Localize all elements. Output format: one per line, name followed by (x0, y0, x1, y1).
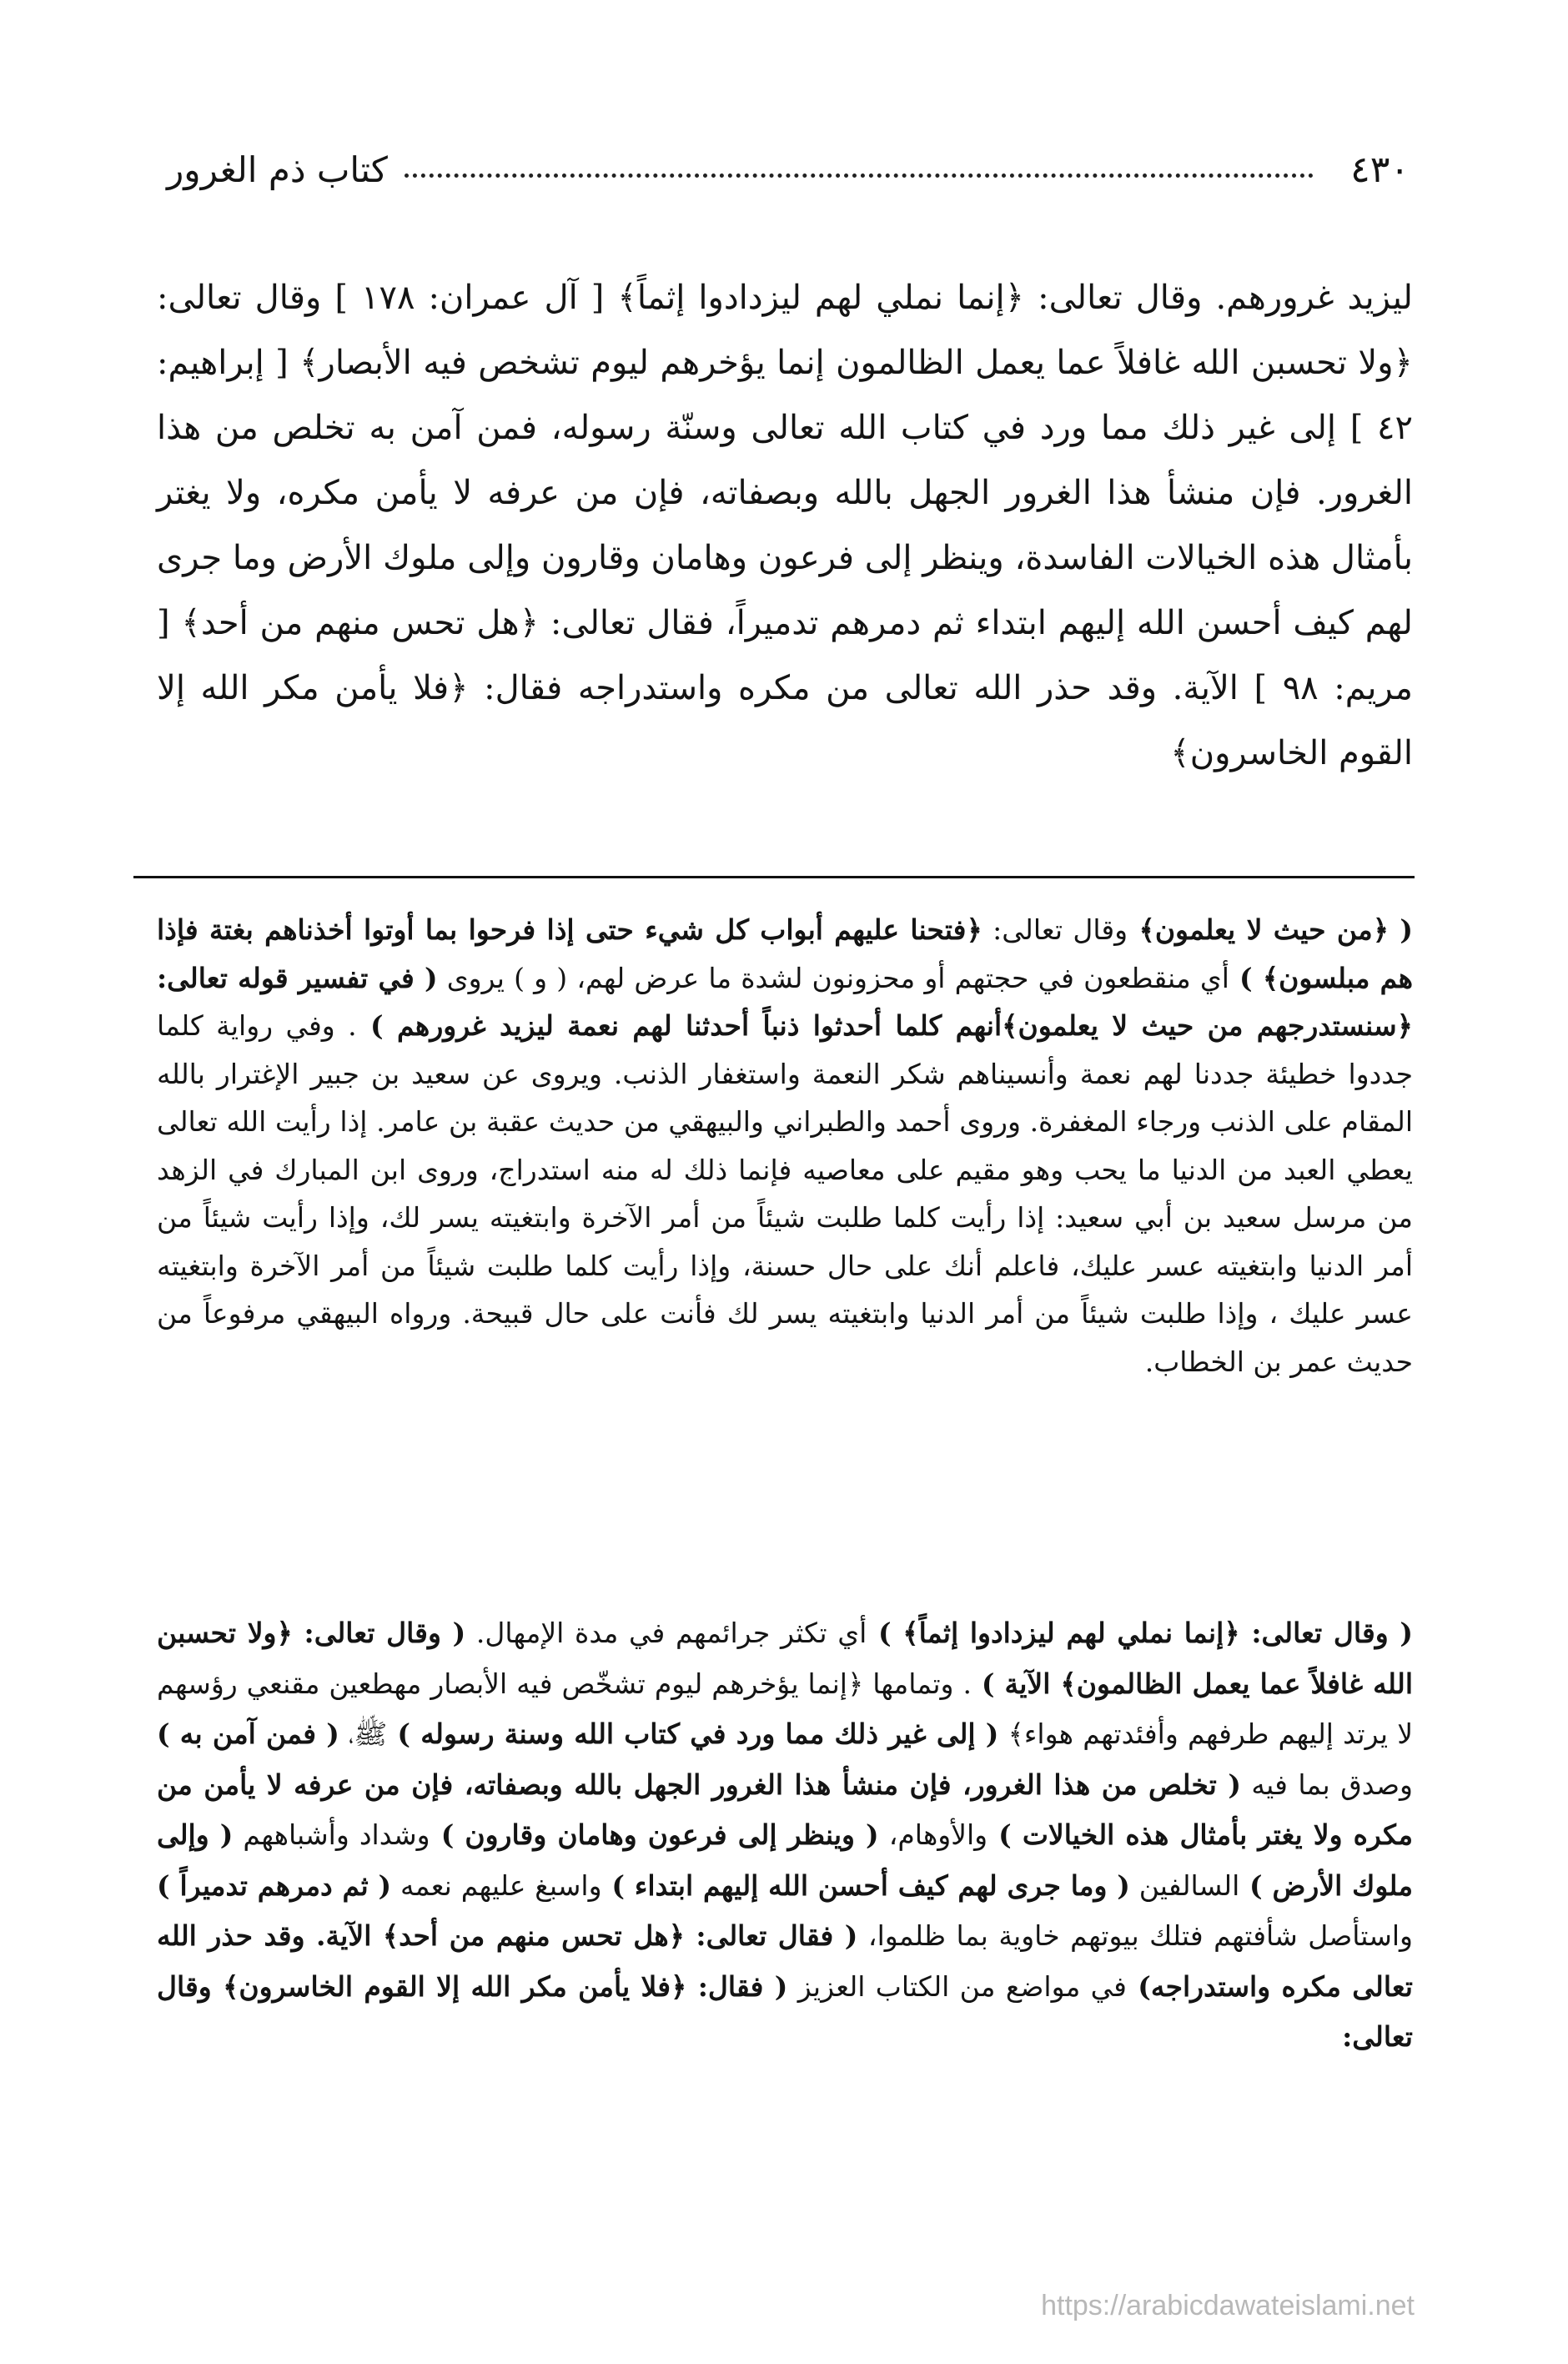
commentary-segment: . وتمامها ﴿إنما يؤخرهم ليوم تشخّص فيه الأبصار مهطعين مقنعي رؤسهم لا يرتد إليهم طرفهم وأفئدتهم هواء﴾ (157, 1667, 1414, 1750)
commentary-segment: . وفي رواية كلما جددوا خطيئة جددنا لهم نعمة وأنسيناهم شكر النعمة واستغفار الذنب. ويروى عن سعيد بن جبير الإغترار بالله المقام على الذنب ورجاء المغفرة. وروى أحمد والطبراني والبيهقي من حديث عقبة بن عامر. إذا رأيت الله تعالى يعطي العبد من الدنيا ما يحب وهو مقيم على معاصيه فإنما ذلك له منه استدراج، وروى ابن المبارك في الزهد من مرسل سعيد بن أبي سعيد: إذا رأيت كلما طلبت شيئاً من أمر الآخرة وابتغيته يسر لك، وإذا رأيت شيئاً من أمر الدنيا وابتغيته عسر عليك، فاعلم أنك على حال حسنة، وإذا رأيت كلما طلبت شيئاً من أمر الآخرة وابتغيته عسر عليك ، وإذا طلبت شيئاً من أمر الدنيا وابتغيته يسر لك فأنت على حال قبيحة. ورواه البيهقي مرفوعاً من حديث عمر بن الخطاب. (157, 1009, 1413, 1378)
commentary-segment: أي تكثر جرائمهم في مدة الإمهال. (465, 1617, 867, 1649)
commentary-segment: وقال تعالى: (982, 913, 1128, 946)
quoted-matn-segment: ( فقال: ﴿فلا يأمن مكر الله إلا القوم الخاسرون﴾ وقال تعالى: (157, 1969, 1413, 2053)
quoted-matn-segment: ( فمن آمن به ) (157, 1718, 339, 1750)
commentary-segment: ﷺ، (339, 1718, 388, 1750)
commentary-segment: أي منقطعون في حجتهم أو محزونون لشدة ما عرض لهم، ( و ) يروى (437, 961, 1229, 994)
quoted-matn-segment: ( وينظر إلى فرعون وهامان وقارون ) (430, 1818, 879, 1851)
footnote-divider (133, 876, 1415, 878)
quoted-matn-segment: ( ﴿من حيث لا يعلمون﴾ (1128, 913, 1414, 946)
commentary-segment: واسبغ عليهم نعمه (391, 1869, 602, 1902)
commentary-segment: والأوهام، (878, 1818, 988, 1851)
dotted-leader (405, 174, 1314, 178)
running-header (167, 140, 1410, 199)
quoted-matn-segment: ( فقال تعالى: ﴿هل تحس منهم من أحد﴾ الآية. وقد حذر الله تعالى مكره واستدراجه) (157, 1919, 1413, 2003)
commentary-segment: السالفين (1129, 1869, 1240, 1902)
main-text: ليزيد غرورهم. وقال تعالى: ﴿إنما نملي لهم ليزدادوا إثماً﴾ [ آل عمران: ١٧٨ ] وقال تعالى: ﴿ولا تحسبن الله غافلاً عما يعمل الظالمون إنما يؤخرهم ليوم تشخص فيه الأبصار﴾ [ إبراهيم: ٤٢ ] إلى غير ذلك مما ورد في كتاب الله تعالى وسنّة رسوله، فمن آمن به تخلص من هذا الغرور. فإن منشأ هذا الغرور الجهل بالله وبصفاته، فإن من عرفه لا يأمن مكره، ولا يغتر بأمثال هذه الخيالات الفاسدة، وينظر إلى فرعون وهامان وقارون وإلى ملوك الأرض وما جرى لهم كيف أحسن الله إليهم ابتداء ثم دمرهم تدميراً، فقال تعالى: ﴿هل تحس منهم من أحد﴾ [ مريم: ٩٨ ] الآية. وقد حذر الله تعالى من مكره واستدراجه فقال: ﴿فلا يأمن مكر الله إلا القوم الخاسرون﴾ (157, 279, 1414, 772)
commentary-segment: في مواضع من الكتاب العزيز (787, 1969, 1127, 2003)
commentary-paragraph-1 (157, 906, 1413, 1386)
quoted-matn-segment: ( ثم دمرهم تدميراً ) (157, 1869, 392, 1902)
quoted-matn-segment: ( إلى غير ذلك مما ورد في كتاب الله وسنة رسوله ) (387, 1718, 999, 1750)
commentary-paragraph-2 (157, 1608, 1413, 2063)
quoted-matn-segment: ( وإلى ملوك الأرض ) (157, 1818, 1413, 1902)
quoted-matn-segment: ( وقال تعالى: ﴿ولا تحسبن الله غافلاً عما يعمل الظالمون﴾ الآية ) (157, 1617, 1413, 1700)
book-title: كتاب ذم الغرور (167, 148, 388, 190)
commentary-segment: وصدق بما فيه (1240, 1768, 1413, 1801)
commentary-segment: وشداد وأشباههم (233, 1818, 430, 1851)
quoted-matn-segment: ﴿فتحنا عليهم أبواب كل شيء حتى إذا فرحوا بما أوتوا أخذناهم بغتة فإذا هم مبلسون﴾ ) (157, 913, 1413, 994)
page-number: ٤٣٠ (1350, 148, 1410, 191)
quoted-matn-segment: ( وما جرى لهم كيف أحسن الله إليهم ابتداء ) (601, 1869, 1130, 1902)
commentary-segment: واستأصل شأفتهم فتلك بيوتهم خاوية بما ظلموا، (857, 1919, 1413, 1952)
quoted-matn-segment: ( تخلص من هذا الغرور، فإن منشأ هذا الغرور الجهل بالله وبصفاته، فإن من عرفه لا يأمن من مكره ولا يغتر بأمثال هذه الخيالات ) (157, 1768, 1413, 1851)
quoted-matn-segment: ( وقال تعالى: ﴿إنما نملي لهم ليزدادوا إثماً﴾ ) (867, 1617, 1414, 1649)
watermark-url: https://arabicdawateislami.net (1041, 2290, 1415, 2321)
quoted-matn-segment: ( في تفسير قوله تعالى: ﴿سنستدرجهم من حيث لا يعلمون﴾أنهم كلما أحدثوا ذنباً أحدثنا لهم نعمة ليزيد غرورهم ) (157, 961, 1413, 1042)
